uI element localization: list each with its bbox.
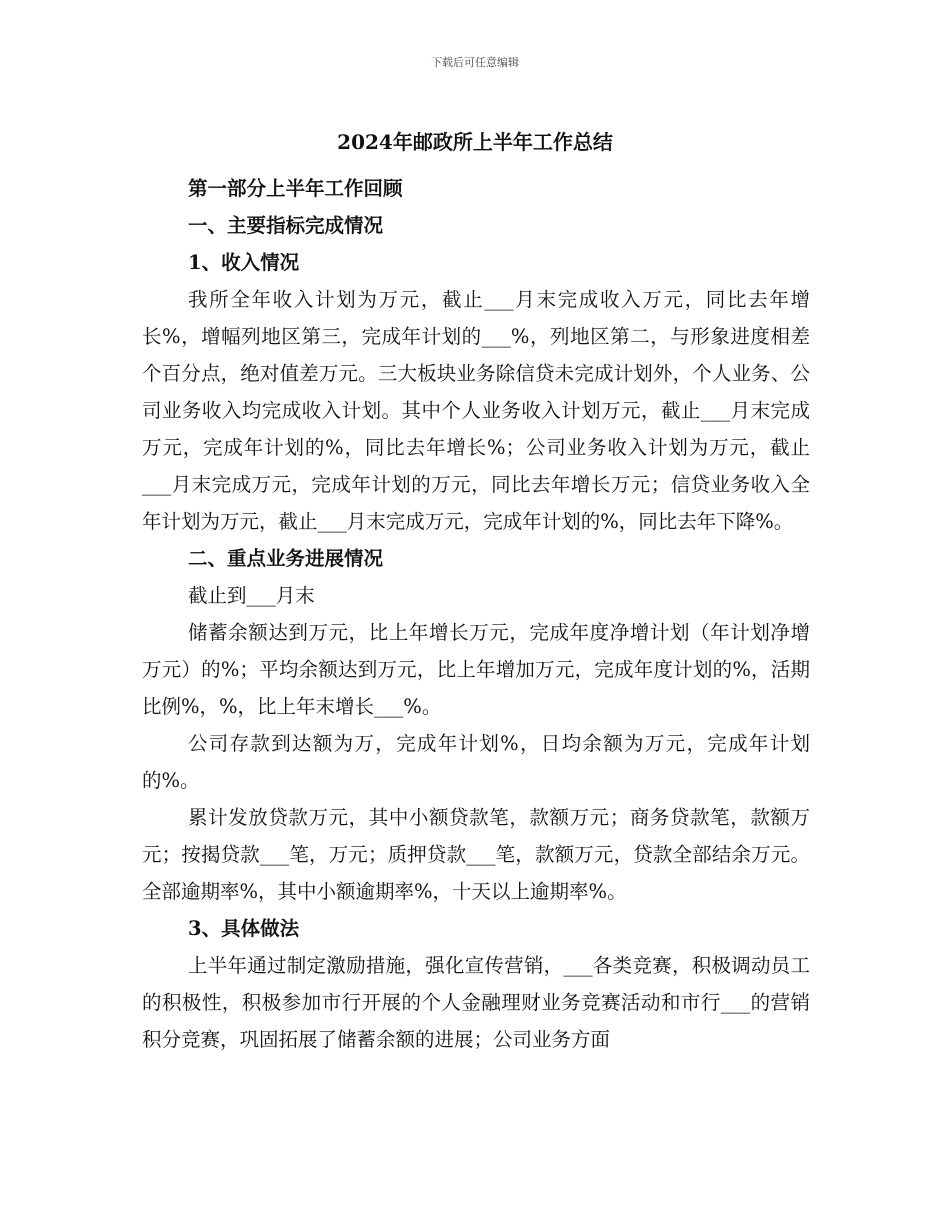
document-title: 2024年邮政所上半年工作总结 [337,130,613,154]
paragraph-corporate-deposits: 公司存款到达额为万，完成年计划%，日均余额为万元，完成年计划的%。 [142,732,810,792]
subsection-heading-income: 1、收入情况 [188,251,300,274]
paragraph-income: 我所全年收入计划为万元，截止___月末完成收入万元，同比去年增长%，增幅列地区第三，完成年计划的___%，列地区第二，与形象进度相差个百分点，绝对值差万元。三大板块业务除信贷未完成计划外，个人业务、公司业务收入均完成收入计划。其中个人业务收入计划万元，截止___月末完成万元，完成年计划的%，同比去年增长%；公司业务收入计划为万元，截止___月末完成万元，完成年计划的万元，同比去年增长万元；信贷业务收入全年计划为万元，截止___月末完成万元，完成年计划的%，同比去年下降%。 [142,288,810,533]
section-heading-1: 一、主要指标完成情况 [188,214,384,237]
paragraph-methods: 上半年通过制定激励措施，强化宣传营销，___各类竞赛，积极调动员工的积极性，积极参加市行开展的个人金融理财业务竞赛活动和市行___的营销积分竞赛，巩固拓展了储蓄余额的进展；公司业务方面 [142,954,810,1051]
section-heading-2: 二、重点业务进展情况 [188,547,384,570]
paragraph-loans: 累计发放贷款万元，其中小额贷款笔，款额万元；商务贷款笔，款额万元；按揭贷款___笔，万元；质押贷款___笔，款额万元，贷款全部结余万元。全部逾期率%，其中小额逾期率%，十天以上逾期率%。 [142,806,810,903]
page-header: 下载后可任意编辑 [431,56,519,69]
document-body [142,170,810,1058]
section-heading-3: 3、具体做法 [188,917,300,940]
paragraph-savings: 储蓄余额达到万元，比上年增长万元，完成年度净增计划（年计划净增万元）的%；平均余额达到万元，比上年增加万元，完成年度计划的%，活期比例%，%，比上年末增长___%。 [142,621,810,718]
part-heading: 第一部分上半年工作回顾 [188,177,403,200]
paragraph-cutoff: 截止到___月末 [188,584,315,607]
